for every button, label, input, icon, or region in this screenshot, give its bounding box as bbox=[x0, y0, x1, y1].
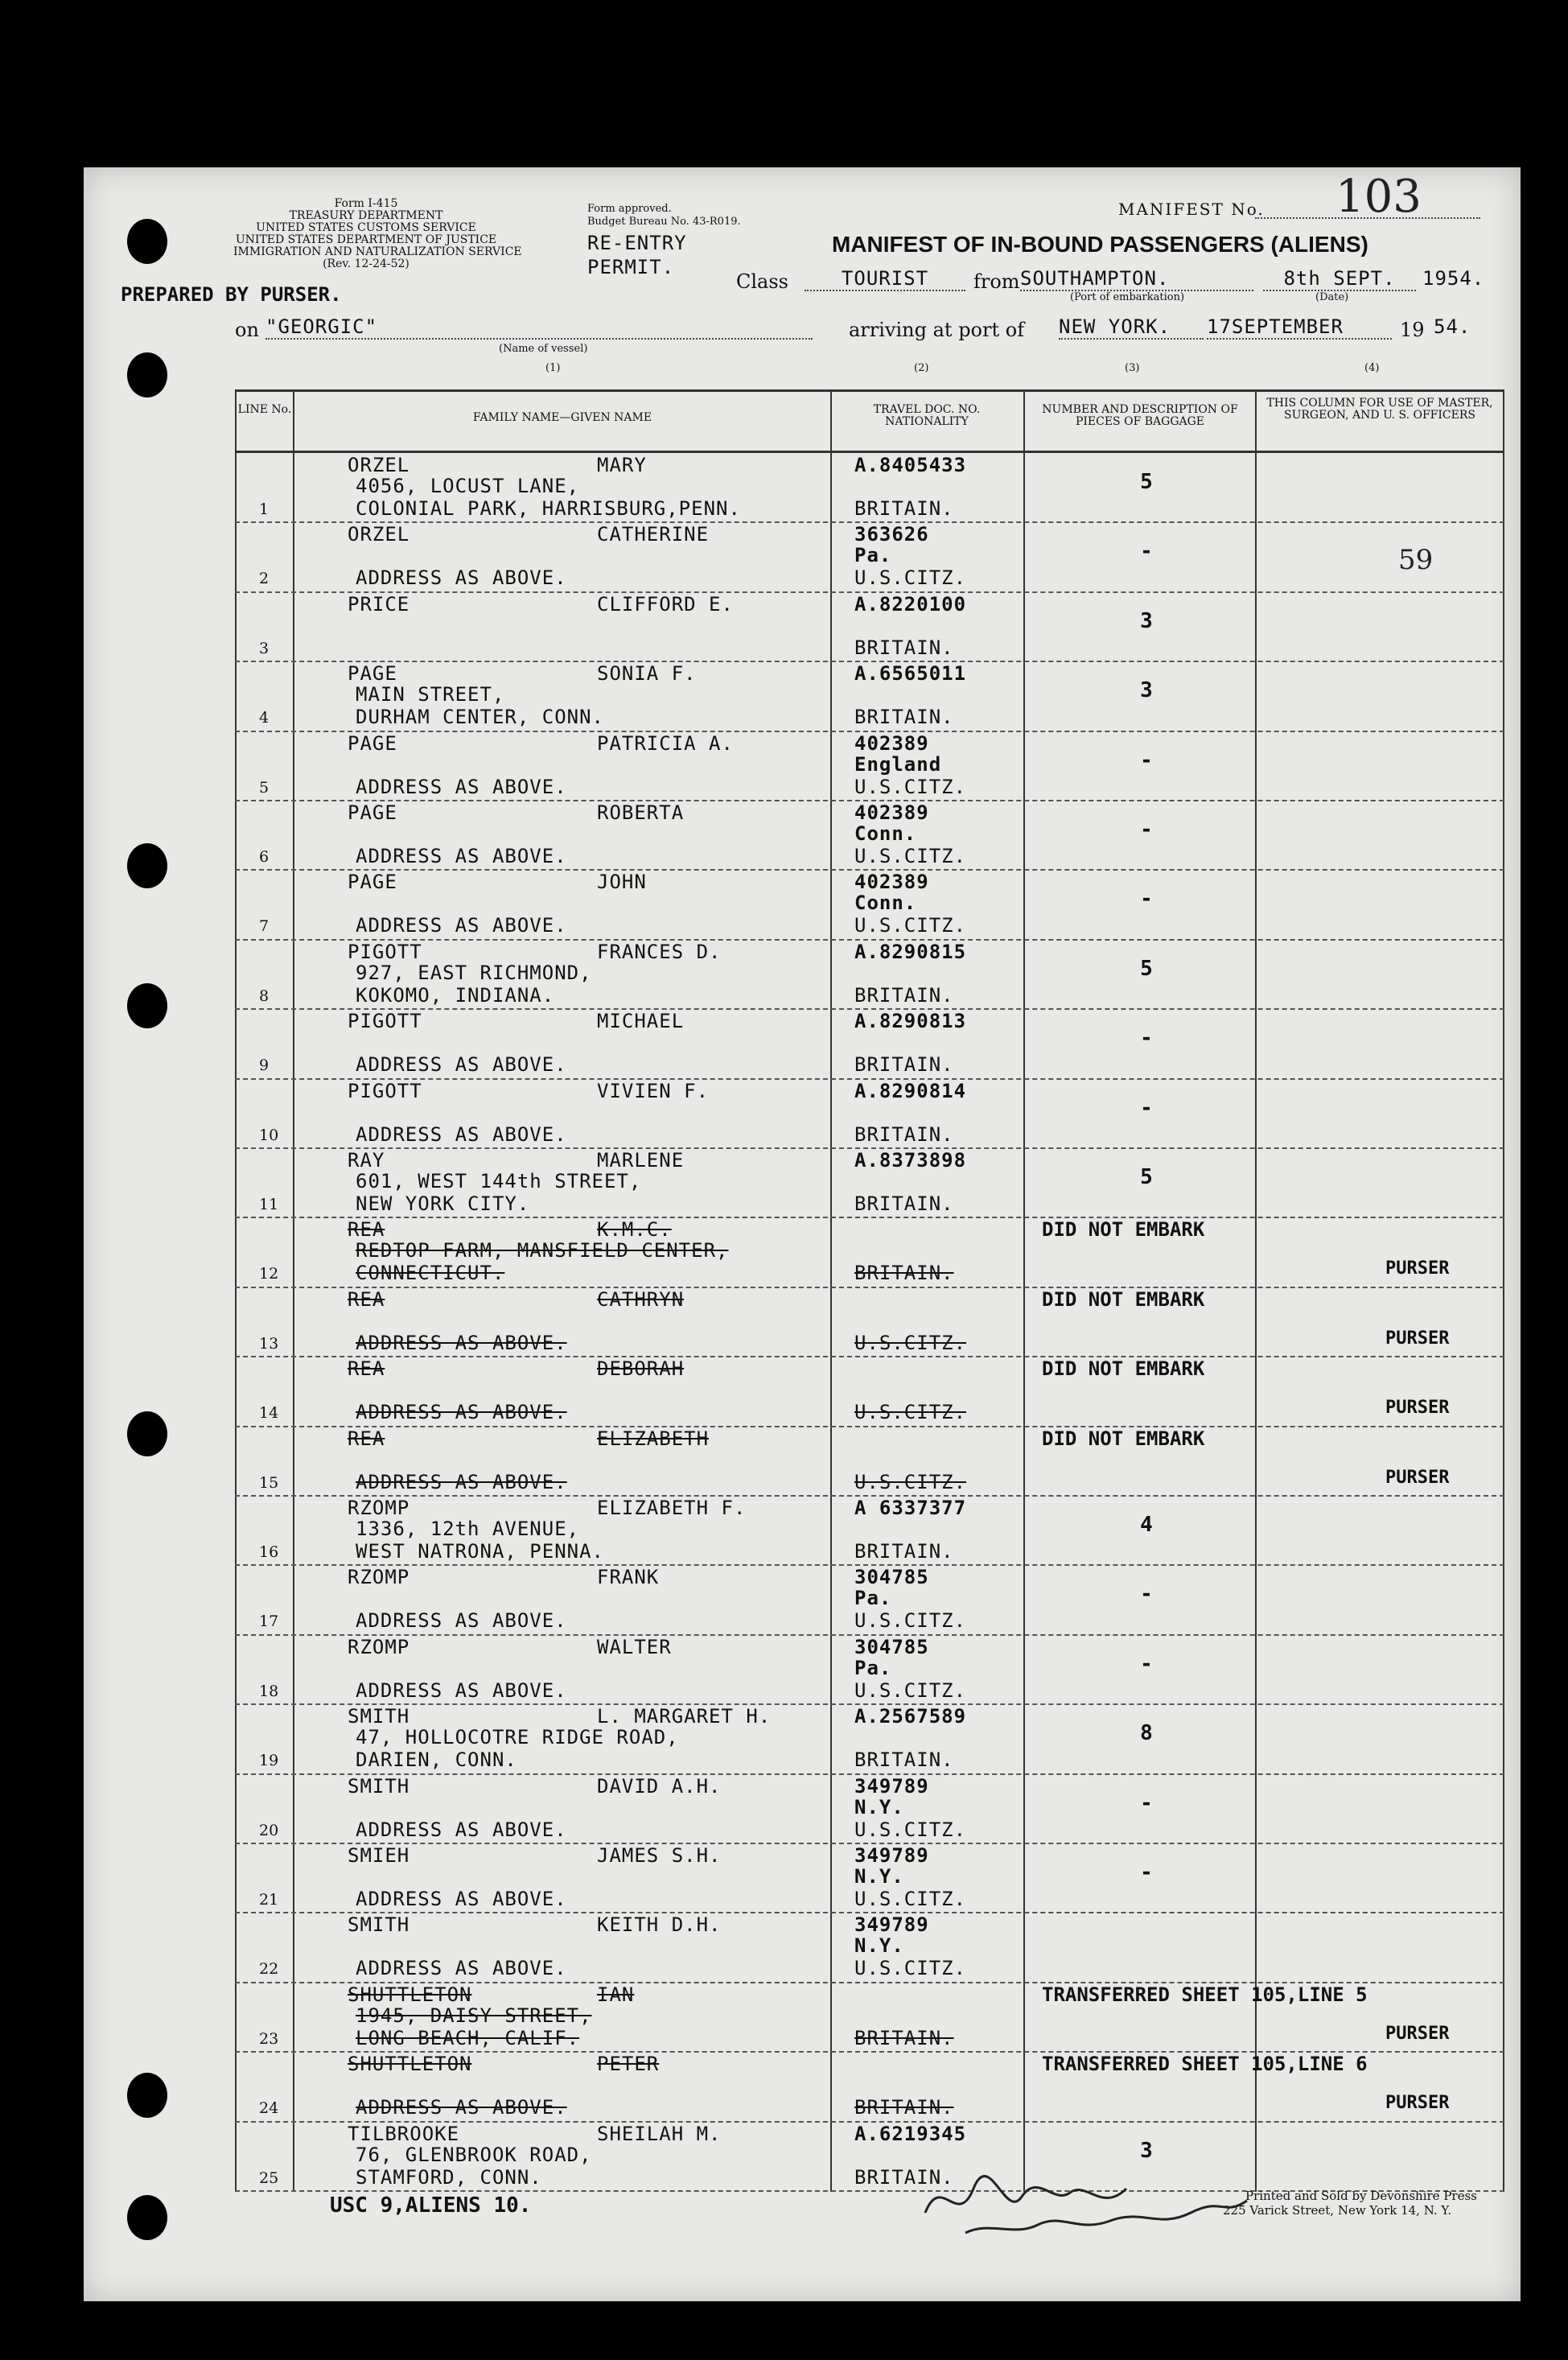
address-line: ADDRESS AS ABOVE. bbox=[356, 566, 567, 590]
nationality: U.S.CITZ. bbox=[854, 775, 967, 798]
address-line: COLONIAL PARK, HARRISBURG,PENN. bbox=[356, 497, 741, 520]
given-name: SONIA F. bbox=[597, 662, 697, 686]
family-name: RAY bbox=[348, 1149, 385, 1172]
punch-hole bbox=[127, 983, 167, 1028]
family-name: RZOMP bbox=[348, 1635, 410, 1658]
printer-credit: Printed and Sold by Devonshire Press bbox=[1245, 2189, 1477, 2203]
purser-label: PURSER bbox=[1385, 2023, 1450, 2044]
baggage-count: - bbox=[1140, 748, 1153, 772]
travel-doc-no: 402389 bbox=[854, 871, 929, 894]
travel-doc-no: 349789 bbox=[854, 1844, 929, 1867]
address-line: ADDRESS AS ABOVE. bbox=[356, 1957, 567, 1980]
given-name: L. MARGARET H. bbox=[597, 1705, 772, 1728]
punch-hole bbox=[127, 219, 167, 264]
given-name: PATRICIA A. bbox=[597, 731, 734, 755]
row-status: DID NOT EMBARK bbox=[1042, 1218, 1205, 1242]
travel-doc-no: 349789 bbox=[854, 1913, 929, 1937]
col-rule bbox=[830, 389, 832, 2192]
line-number: 5 bbox=[259, 778, 270, 797]
given-name: DAVID A.H. bbox=[597, 1774, 722, 1798]
purser-label: PURSER bbox=[1385, 1467, 1450, 1488]
form-number: Form I-415 bbox=[334, 197, 398, 210]
embark-caption: (Port of embarkation) bbox=[1070, 291, 1185, 303]
address-line: 601, WEST 144th STREET, bbox=[356, 1170, 642, 1192]
baggage-count: - bbox=[1140, 1860, 1153, 1884]
line-number: 8 bbox=[259, 986, 270, 1005]
family-name: SMIEH bbox=[348, 1844, 410, 1867]
doc-issuer: Pa. bbox=[854, 1656, 892, 1679]
budget-bureau: Budget Bureau No. 43-R019. bbox=[587, 216, 741, 228]
baggage-count: - bbox=[1140, 1095, 1153, 1120]
given-name: WALTER bbox=[597, 1635, 672, 1658]
given-name: JAMES S.H. bbox=[597, 1844, 722, 1867]
line-number: 20 bbox=[259, 1821, 279, 1839]
line-number: 21 bbox=[259, 1891, 279, 1909]
baggage-count: 5 bbox=[1140, 956, 1153, 981]
line-number: 16 bbox=[259, 1543, 279, 1561]
address-line: CONNECTICUT. bbox=[356, 1262, 505, 1285]
travel-doc-no: 402389 bbox=[854, 731, 929, 755]
family-name: RZOMP bbox=[348, 1566, 410, 1589]
row-rule bbox=[235, 1356, 1504, 1357]
family-name: SHUTTLETON bbox=[348, 1983, 472, 2006]
class-label: Class bbox=[736, 270, 788, 293]
nationality: BRITAIN. bbox=[854, 636, 954, 659]
prepared-by: PREPARED BY PURSER. bbox=[121, 283, 342, 306]
family-name: RZOMP bbox=[348, 1497, 410, 1519]
purser-label: PURSER bbox=[1385, 1398, 1450, 1419]
row-status: DID NOT EMBARK bbox=[1042, 1287, 1205, 1311]
doc-issuer: Pa. bbox=[854, 1587, 892, 1610]
baggage-count: - bbox=[1140, 1026, 1153, 1051]
baggage-count: - bbox=[1140, 539, 1153, 564]
given-name: MICHAEL bbox=[597, 1010, 685, 1033]
arrival-year: 54. bbox=[1434, 315, 1471, 338]
col-header-officers: THIS COLUMN FOR USE OF MASTER, SURGEON, AND U. S. OFFICERS bbox=[1266, 397, 1493, 422]
nationality: U.S.CITZ. bbox=[854, 1888, 967, 1910]
given-name: CLIFFORD E. bbox=[597, 592, 734, 616]
travel-doc-no: A.8290815 bbox=[854, 940, 967, 963]
punch-hole bbox=[127, 2073, 167, 2118]
arrival-year-prefix: 19 bbox=[1400, 319, 1425, 341]
address-line: NEW YORK CITY. bbox=[356, 1192, 530, 1215]
line-number: 10 bbox=[259, 1126, 279, 1144]
address-line: REDTOP FARM, MANSFIELD CENTER, bbox=[356, 1239, 729, 1262]
travel-doc-no: A.8373898 bbox=[854, 1149, 967, 1172]
nationality: BRITAIN. bbox=[854, 1122, 954, 1146]
given-name: ELIZABETH F. bbox=[597, 1497, 747, 1519]
on-label: on bbox=[235, 319, 259, 341]
travel-doc-no: 402389 bbox=[854, 801, 929, 824]
col-index: (1) bbox=[545, 362, 561, 374]
address-line: LONG BEACH, CALIF. bbox=[356, 2026, 580, 2049]
passenger-summary: USC 9,ALIENS 10. bbox=[330, 2193, 532, 2218]
line-number: 6 bbox=[259, 848, 270, 866]
line-number: 3 bbox=[259, 639, 270, 657]
family-name: REA bbox=[348, 1218, 385, 1242]
nationality: U.S.CITZ. bbox=[854, 1818, 967, 1841]
address-line: KOKOMO, INDIANA. bbox=[356, 983, 555, 1007]
col-rule bbox=[1503, 389, 1504, 2192]
nationality: BRITAIN. bbox=[854, 497, 954, 520]
family-name: SHUTTLETON bbox=[348, 2053, 472, 2076]
address-line: 47, HOLLOCOTRE RIDGE ROAD, bbox=[356, 1726, 679, 1749]
family-name: PRICE bbox=[348, 592, 410, 616]
line-number: 23 bbox=[259, 2029, 279, 2048]
nationality: BRITAIN. bbox=[854, 2165, 954, 2189]
nationality: BRITAIN. bbox=[854, 1540, 954, 1563]
address-line: ADDRESS AS ABOVE. bbox=[356, 1053, 567, 1077]
line-number: 2 bbox=[259, 570, 270, 588]
arrival-date: 17SEPTEMBER bbox=[1207, 315, 1392, 340]
address-line: 4056, LOCUST LANE, bbox=[356, 475, 580, 497]
nationality: U.S.CITZ. bbox=[854, 566, 967, 590]
row-status: DID NOT EMBARK bbox=[1042, 1427, 1205, 1450]
address-line: ADDRESS AS ABOVE. bbox=[356, 1609, 567, 1633]
given-name: K.M.C. bbox=[597, 1218, 672, 1242]
given-name: MARLENE bbox=[597, 1149, 685, 1172]
address-line: 927, EAST RICHMOND, bbox=[356, 961, 592, 984]
line-number: 15 bbox=[259, 1473, 279, 1492]
family-name: REA bbox=[348, 1287, 385, 1311]
vessel-caption: (Name of vessel) bbox=[499, 343, 588, 355]
nationality: BRITAIN. bbox=[854, 1748, 954, 1772]
nationality: U.S.CITZ. bbox=[854, 914, 967, 937]
row-rule bbox=[235, 1287, 1504, 1288]
address-line: 1336, 12th AVENUE, bbox=[356, 1518, 580, 1540]
table-top-rule bbox=[235, 389, 1504, 392]
col-rule bbox=[1255, 389, 1257, 2192]
travel-doc-no: A.6565011 bbox=[854, 662, 967, 686]
address-line: 76, GLENBROOK ROAD, bbox=[356, 2143, 592, 2166]
row-status: TRANSFERRED SHEET 105,LINE 5 bbox=[1042, 1983, 1368, 2006]
baggage-count: 5 bbox=[1140, 470, 1153, 494]
doc-issuer: England bbox=[854, 752, 942, 776]
printer-address: 225 Varick Street, New York 14, N. Y. bbox=[1223, 2203, 1452, 2218]
baggage-count: 4 bbox=[1140, 1513, 1153, 1537]
col-index: (3) bbox=[1125, 362, 1140, 374]
family-name: PIGOTT bbox=[348, 1079, 422, 1102]
travel-doc-no: 304785 bbox=[854, 1566, 929, 1589]
embark-port: SOUTHAMPTON. bbox=[1020, 267, 1253, 291]
line-number: 25 bbox=[259, 2168, 279, 2187]
family-name: PIGOTT bbox=[348, 940, 422, 963]
family-name: ORZEL bbox=[348, 523, 410, 546]
doc-issuer: Pa. bbox=[854, 544, 892, 567]
col-rule bbox=[235, 389, 237, 2192]
nationality: U.S.CITZ. bbox=[854, 845, 967, 867]
col-header-travel-doc: TRAVEL DOC. NO. NATIONALITY bbox=[873, 403, 981, 428]
nationality: U.S.CITZ. bbox=[854, 1470, 967, 1493]
given-name: DEBORAH bbox=[597, 1357, 685, 1381]
line-number: 9 bbox=[259, 1056, 270, 1075]
address-line: ADDRESS AS ABOVE. bbox=[356, 914, 567, 937]
baggage-count: - bbox=[1140, 1651, 1153, 1676]
baggage-count: - bbox=[1140, 818, 1153, 842]
given-name: ELIZABETH bbox=[597, 1427, 710, 1450]
vessel-name: "GEORGIC" bbox=[265, 315, 813, 340]
address-line: ADDRESS AS ABOVE. bbox=[356, 2096, 567, 2119]
nationality: BRITAIN. bbox=[854, 1053, 954, 1077]
given-name: MARY bbox=[597, 454, 647, 476]
address-line: ADDRESS AS ABOVE. bbox=[356, 1888, 567, 1910]
punch-hole bbox=[127, 352, 167, 397]
purser-label: PURSER bbox=[1385, 1258, 1450, 1279]
row-status: TRANSFERRED SHEET 105,LINE 6 bbox=[1042, 2053, 1368, 2076]
row-rule bbox=[235, 1217, 1504, 1218]
officer-signature bbox=[917, 2156, 1335, 2245]
nationality: BRITAIN. bbox=[854, 983, 954, 1007]
punch-hole bbox=[127, 2195, 167, 2240]
officer-note: 59 bbox=[1398, 544, 1434, 576]
line-number: 13 bbox=[259, 1334, 279, 1353]
col-index: (4) bbox=[1364, 362, 1380, 374]
line-number: 12 bbox=[259, 1265, 279, 1283]
baggage-count: - bbox=[1140, 1790, 1153, 1815]
address-line: ADDRESS AS ABOVE. bbox=[356, 845, 567, 867]
punch-hole bbox=[127, 1411, 167, 1456]
nationality: BRITAIN. bbox=[854, 706, 954, 729]
dept-line: UNITED STATES CUSTOMS SERVICE bbox=[256, 221, 476, 234]
travel-doc-no: A.8290814 bbox=[854, 1079, 967, 1102]
nationality: BRITAIN. bbox=[854, 1192, 954, 1215]
purser-label: PURSER bbox=[1385, 2093, 1450, 2114]
family-name: SMITH bbox=[348, 1774, 410, 1798]
permit-label: PERMIT. bbox=[587, 256, 675, 278]
address-line: ADDRESS AS ABOVE. bbox=[356, 775, 567, 798]
doc-issuer: Conn. bbox=[854, 892, 917, 915]
family-name: PAGE bbox=[348, 801, 397, 824]
col-rule bbox=[1023, 389, 1025, 2192]
family-name: REA bbox=[348, 1357, 385, 1381]
arriving-label: arriving at port of bbox=[849, 319, 1025, 341]
line-number: 18 bbox=[259, 1682, 279, 1700]
address-line: 1945, DAISY STREET, bbox=[356, 2004, 592, 2027]
doc-issuer: N.Y. bbox=[854, 1795, 904, 1818]
travel-doc-no: 363626 bbox=[854, 523, 929, 546]
address-line: MAIN STREET, bbox=[356, 683, 505, 706]
travel-doc-no: A.8405433 bbox=[854, 454, 967, 476]
manifest-no-line bbox=[1255, 217, 1480, 219]
given-name: CATHERINE bbox=[597, 523, 710, 546]
family-name: PAGE bbox=[348, 731, 397, 755]
passenger-table bbox=[235, 389, 1504, 2192]
nationality: BRITAIN. bbox=[854, 1262, 954, 1285]
doc-issuer: Conn. bbox=[854, 822, 917, 845]
family-name: TILBROOKE bbox=[348, 2122, 460, 2145]
address-line: DURHAM CENTER, CONN. bbox=[356, 706, 604, 729]
given-name: KEITH D.H. bbox=[597, 1913, 722, 1937]
family-name: SMITH bbox=[348, 1705, 410, 1728]
manifest-label: MANIFEST No. bbox=[1118, 200, 1265, 219]
travel-doc-no: 349789 bbox=[854, 1774, 929, 1798]
embark-date: 8th SEPT. bbox=[1263, 267, 1416, 291]
nationality: U.S.CITZ. bbox=[854, 1678, 967, 1702]
col-header-baggage: NUMBER AND DESCRIPTION OF PIECES OF BAGGAGE bbox=[1042, 403, 1238, 428]
travel-doc-no: 304785 bbox=[854, 1635, 929, 1658]
dept-line: TREASURY DEPARTMENT bbox=[289, 209, 443, 222]
address-line: ADDRESS AS ABOVE. bbox=[356, 1401, 567, 1424]
line-number: 14 bbox=[259, 1404, 279, 1423]
from-label: from bbox=[973, 270, 1020, 293]
line-number: 22 bbox=[259, 1960, 279, 1979]
given-name: FRANK bbox=[597, 1566, 660, 1589]
address-line: ADDRESS AS ABOVE. bbox=[356, 1818, 567, 1841]
line-number: 17 bbox=[259, 1612, 279, 1631]
family-name: PIGOTT bbox=[348, 1010, 422, 1033]
address-line: ADDRESS AS ABOVE. bbox=[356, 1678, 567, 1702]
embark-year: 1954. bbox=[1422, 267, 1485, 290]
doc-issuer: N.Y. bbox=[854, 1934, 904, 1958]
nationality: U.S.CITZ. bbox=[854, 1331, 967, 1354]
manifest-number: 103 bbox=[1335, 171, 1422, 223]
nationality: U.S.CITZ. bbox=[854, 1609, 967, 1633]
family-name: PAGE bbox=[348, 871, 397, 894]
manifest-title: MANIFEST OF IN-BOUND PASSENGERS (ALIENS) bbox=[832, 232, 1368, 257]
baggage-count: - bbox=[1140, 887, 1153, 912]
row-rule bbox=[235, 1426, 1504, 1427]
travel-doc-no: A 6337377 bbox=[854, 1497, 967, 1519]
family-name: SMITH bbox=[348, 1913, 410, 1937]
travel-doc-no: A.2567589 bbox=[854, 1705, 967, 1728]
form-agency-block bbox=[233, 197, 522, 270]
row-status: DID NOT EMBARK bbox=[1042, 1357, 1205, 1381]
header-rule bbox=[235, 451, 1504, 453]
given-name: SHEILAH M. bbox=[597, 2122, 722, 2145]
address-line: DARIEN, CONN. bbox=[356, 1748, 517, 1772]
doc-issuer: N.Y. bbox=[854, 1865, 904, 1888]
given-name: PETER bbox=[597, 2053, 660, 2076]
col-header-name: FAMILY NAME—GIVEN NAME bbox=[472, 411, 652, 424]
col-header-line: LINE No. bbox=[237, 403, 292, 416]
baggage-count: 3 bbox=[1140, 608, 1153, 633]
given-name: CATHRYN bbox=[597, 1287, 685, 1311]
baggage-count: 8 bbox=[1140, 1721, 1153, 1746]
purser-label: PURSER bbox=[1385, 1328, 1450, 1349]
address-line: ADDRESS AS ABOVE. bbox=[356, 1122, 567, 1146]
reentry-label: RE-ENTRY bbox=[587, 232, 687, 254]
family-name: PAGE bbox=[348, 662, 397, 686]
nationality: BRITAIN. bbox=[854, 2096, 954, 2119]
nationality: U.S.CITZ. bbox=[854, 1401, 967, 1424]
line-number: 11 bbox=[259, 1196, 279, 1213]
line-number: 4 bbox=[259, 709, 270, 727]
family-name: REA bbox=[348, 1427, 385, 1450]
line-number: 7 bbox=[259, 917, 270, 936]
baggage-count: 5 bbox=[1140, 1165, 1153, 1189]
given-name: IAN bbox=[597, 1983, 635, 2006]
nationality: U.S.CITZ. bbox=[854, 1957, 967, 1980]
given-name: FRANCES D. bbox=[597, 940, 722, 963]
given-name: JOHN bbox=[597, 871, 647, 894]
address-line: WEST NATRONA, PENNA. bbox=[356, 1540, 604, 1563]
line-number: 19 bbox=[259, 1752, 279, 1770]
dept-line: IMMIGRATION AND NATURALIZATION SERVICE bbox=[233, 245, 522, 258]
family-name: ORZEL bbox=[348, 454, 410, 476]
class-value: TOURIST bbox=[805, 267, 965, 291]
travel-doc-no: A.6219345 bbox=[854, 2122, 967, 2145]
revision: (Rev. 12-24-52) bbox=[323, 257, 409, 270]
address-line: ADDRESS AS ABOVE. bbox=[356, 1470, 567, 1493]
nationality: BRITAIN. bbox=[854, 2026, 954, 2049]
address-line: STAMFORD, CONN. bbox=[356, 2165, 542, 2189]
arrival-port: NEW YORK. bbox=[1059, 315, 1204, 340]
col-index: (2) bbox=[914, 362, 929, 374]
punch-hole bbox=[127, 843, 167, 888]
baggage-count: 3 bbox=[1140, 678, 1153, 703]
baggage-count: 3 bbox=[1140, 2138, 1153, 2163]
form-approved: Form approved. bbox=[587, 203, 672, 215]
travel-doc-no: A.8290813 bbox=[854, 1010, 967, 1033]
col-rule bbox=[293, 389, 294, 2192]
line-number: 1 bbox=[259, 500, 270, 518]
baggage-count: - bbox=[1140, 1582, 1153, 1607]
travel-doc-no: A.8220100 bbox=[854, 592, 967, 616]
address-line: ADDRESS AS ABOVE. bbox=[356, 1331, 567, 1354]
given-name: ROBERTA bbox=[597, 801, 685, 824]
date-caption: (Date) bbox=[1315, 291, 1349, 303]
dept-line: UNITED STATES DEPARTMENT OF JUSTICE bbox=[235, 233, 497, 246]
line-number: 24 bbox=[259, 2099, 279, 2118]
given-name: VIVIEN F. bbox=[597, 1079, 710, 1102]
